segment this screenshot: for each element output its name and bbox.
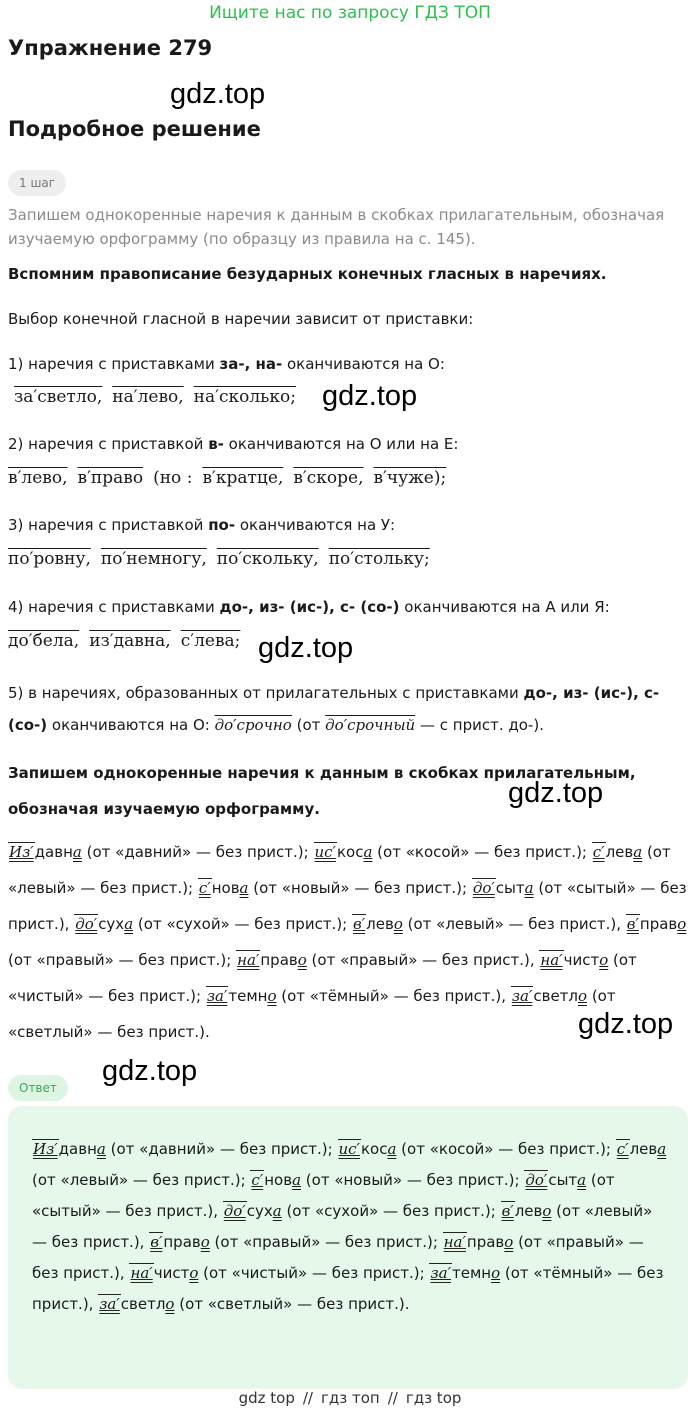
word-entry	[338, 1139, 611, 1158]
task-heading: Запишем однокоренные наречия к данным в скобках прилагательным, обозначая изучаемую орфограмму.	[8, 764, 636, 818]
word-ending: а	[387, 1140, 397, 1158]
answer-body	[32, 1134, 672, 1320]
rule-2-examples: в′лево, в′право (но : в′кратце, в′скоре, в′чуже);	[8, 468, 447, 488]
word-root: прав	[466, 1233, 505, 1251]
word-note: (от «новый» — без прист.);	[248, 879, 468, 897]
rule-1: 1) наречия с приставками за-, на- оканчиваются на О:	[8, 355, 445, 373]
word-ending: о	[189, 1264, 199, 1282]
word-prefix: с′	[592, 843, 605, 861]
word-entry	[206, 986, 506, 1005]
word-note: (от «косой» — без прист.);	[372, 843, 587, 861]
word-entry	[223, 1201, 496, 1220]
word-prefix: в′	[353, 915, 366, 933]
word-note: (от «правый» — без прист.),	[306, 951, 535, 969]
word-note: (от «тёмный» — без прист.),	[276, 987, 507, 1005]
word-entry	[236, 950, 534, 969]
word-note: (от «правый» — без прист.),	[32, 1233, 644, 1282]
watermark: gdz.top	[578, 1008, 674, 1040]
word-prefix: ис′	[338, 1140, 360, 1158]
word-note: (от «давний» — без прист.);	[105, 1140, 333, 1158]
rule-intro: Выбор конечной гласной в наречии зависит от приставки:	[8, 310, 474, 328]
word-ending: а	[239, 879, 249, 897]
word-entry	[98, 1294, 409, 1313]
word-prefix: ис′	[314, 843, 336, 861]
word-root: прав	[639, 915, 678, 933]
word-ending: а	[96, 1140, 106, 1158]
word-note: (от «правый» — без прист.);	[209, 1233, 438, 1251]
rule-5: 5) в наречиях, образованных от прилагательных с приставками до-, из- (ис-), с- (со-) оканчиваются на О: до′срочно (от до′срочный — с прист. до-).	[8, 684, 660, 734]
word-root: сух	[246, 1202, 273, 1220]
word-entry	[352, 914, 621, 933]
word-prefix: Из′	[33, 1140, 58, 1158]
word-entry	[74, 914, 347, 933]
word-ending: а	[124, 915, 134, 933]
word-ending: а	[72, 843, 82, 861]
word-note: (от «левый» — без прист.);	[8, 843, 671, 897]
word-ending: а	[363, 843, 373, 861]
word-prefix: на′	[237, 951, 260, 969]
watermark: gdz.top	[170, 78, 266, 110]
word-entry	[149, 1232, 438, 1251]
word-note: (от «светлый» — без прист.).	[174, 1295, 410, 1313]
word-prefix: в′	[626, 915, 639, 933]
word-ending: а	[657, 1140, 667, 1158]
word-note: (от «чистый» — без прист.);	[8, 951, 637, 1005]
word-prefix: с′	[251, 1171, 264, 1189]
word-entry	[8, 842, 309, 861]
word-root: темн	[452, 1264, 492, 1282]
word-prefix: до′	[472, 879, 495, 897]
word-ending: о	[267, 987, 277, 1005]
word-entry	[129, 1263, 424, 1282]
word-root: давн	[58, 1140, 97, 1158]
rule-3-examples: по′ровну, по′немногу, по′скольку, по′стольку;	[8, 549, 430, 569]
word-ending: о	[297, 951, 307, 969]
watermark: gdz.top	[508, 777, 604, 809]
word-ending: а	[577, 1171, 587, 1189]
word-note: (от «тёмный» — без прист.),	[32, 1264, 664, 1313]
word-prefix: на′	[443, 1233, 466, 1251]
footer-link-gdz-top[interactable]: gdz top	[238, 1389, 295, 1407]
word-prefix: с′	[616, 1140, 629, 1158]
word-root: кос	[360, 1140, 388, 1158]
word-root: сыт	[548, 1171, 578, 1189]
word-ending: а	[524, 879, 534, 897]
word-root: прав	[163, 1233, 201, 1251]
word-root: нов	[211, 879, 240, 897]
watermark: gdz.top	[258, 632, 354, 664]
word-note: (от «чистый» — без прист.);	[198, 1264, 425, 1282]
word-root: чист	[563, 951, 600, 969]
word-ending: о	[677, 915, 687, 933]
word-ending: о	[599, 951, 609, 969]
word-root: лев	[366, 915, 394, 933]
rule-heading: Вспомним правописание безударных конечных гласных в наречиях.	[8, 265, 607, 283]
word-ending: о	[165, 1295, 175, 1313]
word-note: (от «левый» — без прист.);	[32, 1171, 246, 1189]
word-ending: о	[578, 987, 588, 1005]
exercise-title: Упражнение 279	[8, 36, 213, 60]
solution-title: Подробное решение	[8, 117, 261, 141]
word-prefix: Из′	[9, 843, 34, 861]
word-root: чист	[153, 1264, 190, 1282]
word-ending: о	[200, 1233, 210, 1251]
word-note: (от «сухой» — без прист.);	[281, 1202, 496, 1220]
word-prefix: за′	[206, 987, 228, 1005]
word-root: нов	[264, 1171, 293, 1189]
word-root: светл	[120, 1295, 166, 1313]
word-prefix: за′	[511, 987, 533, 1005]
word-root: кос	[336, 843, 364, 861]
answer-badge: Ответ	[8, 1075, 68, 1101]
word-prefix: на′	[130, 1264, 153, 1282]
word-note: (от «светлый» — без прист.).	[8, 987, 616, 1041]
rule-1-examples: за′светло, на′лево, на′сколько;	[14, 387, 297, 407]
footer-links: gdz top // гдз топ // гдз top	[238, 1389, 462, 1407]
word-ending: о	[504, 1233, 514, 1251]
word-root: лев	[514, 1202, 543, 1220]
footer-link-gdz-top-mixed[interactable]: гдз top	[405, 1389, 462, 1407]
word-ending: о	[491, 1264, 501, 1282]
word-root: лев	[605, 843, 634, 861]
word-note: (от «сытый» — без прист.),	[8, 879, 687, 933]
footer-link-gdz-top-ru[interactable]: гдз топ	[320, 1389, 380, 1407]
rule-2: 2) наречия с приставкой в- оканчиваются на О или на Е:	[8, 435, 459, 453]
word-entry	[314, 842, 587, 861]
word-note: (от «сухой» — без прист.);	[133, 915, 348, 933]
step-badge: 1 шаг	[8, 170, 66, 196]
word-ending: а	[292, 1171, 302, 1189]
word-prefix: с′	[198, 879, 211, 897]
watermark: gdz.top	[102, 1055, 198, 1087]
word-entry	[250, 1170, 519, 1189]
word-prefix: за′	[430, 1264, 451, 1282]
word-prefix: за′	[99, 1295, 120, 1313]
word-prefix: в′	[501, 1202, 514, 1220]
word-note: (от «сытый» — без прист.),	[32, 1171, 615, 1220]
word-ending: о	[542, 1202, 552, 1220]
word-root: давн	[34, 843, 73, 861]
word-root: темн	[228, 987, 268, 1005]
word-note: (от «левый» — без прист.),	[32, 1202, 653, 1251]
word-ending: о	[393, 915, 403, 933]
task-text: Запишем однокоренные наречия к данным в скобках прилагательным, обозначая изучаемую орфограмму (по образцу из правила на с. 145).	[8, 206, 665, 248]
rule-4-examples: до′бела, из′давна, с′лева;	[8, 631, 241, 651]
word-root: светл	[533, 987, 579, 1005]
word-entry	[32, 1139, 333, 1158]
word-root: прав	[260, 951, 298, 969]
word-root: сыт	[495, 879, 525, 897]
word-ending: а	[272, 1202, 282, 1220]
word-note: (от «левый» — без прист.),	[402, 915, 621, 933]
word-root: сух	[98, 915, 125, 933]
word-note: (от «косой» — без прист.);	[396, 1140, 611, 1158]
word-prefix: на′	[540, 951, 563, 969]
word-note: (от «новый» — без прист.);	[301, 1171, 520, 1189]
top-banner: Ищите нас по запросу ГДЗ ТОП	[209, 3, 491, 23]
watermark: gdz.top	[322, 380, 418, 412]
word-entry	[198, 878, 467, 897]
word-prefix: в′	[150, 1233, 163, 1251]
word-note: (от «давний» — без прист.);	[81, 843, 309, 861]
word-note: (от «правый» — без прист.);	[8, 951, 232, 969]
rule-4: 4) наречия с приставками до-, из- (ис-), с- (со-) оканчиваются на А или Я:	[8, 598, 610, 616]
word-root: лев	[629, 1140, 658, 1158]
word-prefix: до′	[525, 1171, 548, 1189]
word-prefix: до′	[75, 915, 98, 933]
rule-3: 3) наречия с приставкой по- оканчиваются на У:	[8, 516, 396, 534]
word-ending: а	[633, 843, 643, 861]
word-prefix: до′	[223, 1202, 246, 1220]
